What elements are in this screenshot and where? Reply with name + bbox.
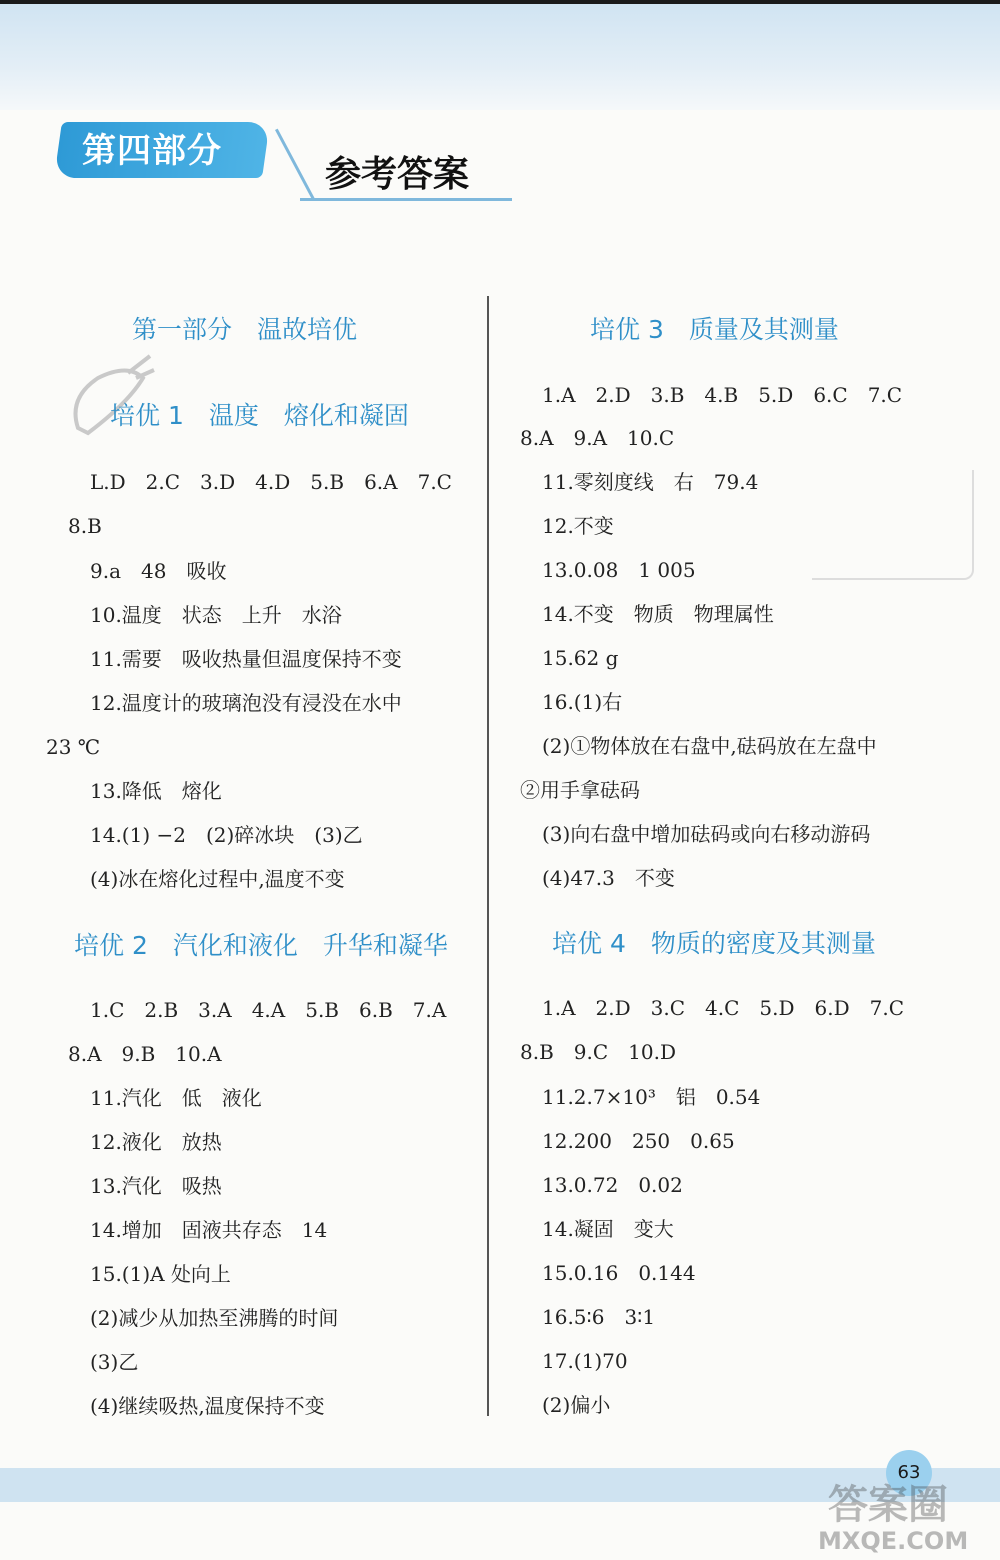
page-title: 参考答案 bbox=[325, 154, 470, 195]
answer-line: (4)冰在熔化过程中,温度不变 bbox=[90, 867, 345, 891]
answer-line: 13.降低 熔化 bbox=[90, 779, 222, 803]
answer-line: (3)向右盘中增加砝码或向右移动游码 bbox=[542, 822, 871, 846]
answer-line: 1.C 2.B 3.A 4.A 5.B 6.B 7.A bbox=[90, 998, 447, 1022]
answer-line: 15.0.16 0.144 bbox=[542, 1261, 696, 1285]
answer-line: 16.(1)右 bbox=[542, 690, 623, 714]
section-title: 培优 2 汽化和液化 升华和凝华 bbox=[74, 931, 448, 960]
title-underline bbox=[300, 198, 512, 201]
answer-line: 11.零刻度线 右 79.4 bbox=[542, 470, 759, 494]
watermark-url: MXQE.COM bbox=[818, 1527, 969, 1555]
answer-line: 12.液化 放热 bbox=[90, 1130, 222, 1154]
part-label: 第四部分 bbox=[82, 131, 222, 171]
answer-line: 12.不变 bbox=[542, 514, 614, 538]
answer-line: (2)偏小 bbox=[542, 1393, 611, 1417]
answer-line: 14.(1) −2 (2)碎冰块 (3)乙 bbox=[90, 823, 363, 847]
answer-line: (2)减少从加热至沸腾的时间 bbox=[90, 1306, 339, 1330]
answer-line: 8.B 9.C 10.D bbox=[520, 1040, 677, 1064]
answer-line: 8.A 9.B 10.A bbox=[68, 1042, 222, 1066]
watermark-logo: 答案圈 bbox=[828, 1482, 948, 1528]
page-number: 63 bbox=[886, 1450, 932, 1496]
column-divider bbox=[487, 296, 489, 1416]
answer-line: 8.A 9.A 10.C bbox=[520, 426, 675, 450]
answer-line: 13.0.08 1 005 bbox=[542, 558, 696, 582]
title-slash bbox=[275, 129, 315, 201]
answer-line: 8.B bbox=[68, 514, 102, 538]
answer-line: (3)乙 bbox=[90, 1350, 139, 1374]
section-title: 培优 1 温度 熔化和凝固 bbox=[110, 401, 409, 430]
answer-line: 15.(1)A 处向上 bbox=[90, 1262, 231, 1286]
header-band bbox=[0, 0, 1000, 110]
answer-line: 10.温度 状态 上升 水浴 bbox=[90, 603, 342, 627]
answer-line: 23 ℃ bbox=[46, 735, 101, 759]
answer-line: 16.5∶6 3∶1 bbox=[542, 1305, 656, 1329]
answer-line: 1.A 2.D 3.C 4.C 5.D 6.D 7.C bbox=[542, 996, 905, 1020]
answer-line: 15.62 g bbox=[542, 646, 619, 670]
section-title: 培优 3 质量及其测量 bbox=[590, 315, 839, 344]
answer-line: 12.200 250 0.65 bbox=[542, 1129, 735, 1153]
answer-line: 13.汽化 吸热 bbox=[90, 1174, 222, 1198]
section-title: 培优 4 物质的密度及其测量 bbox=[552, 929, 876, 958]
answer-line: (2)①物体放在右盘中,砝码放在左盘中 bbox=[542, 734, 877, 758]
answer-line: 17.(1)70 bbox=[542, 1349, 628, 1373]
answer-line: 11.需要 吸收热量但温度保持不变 bbox=[90, 647, 402, 671]
answer-line: (4)47.3 不变 bbox=[542, 866, 675, 890]
answer-line: 9.a 48 吸收 bbox=[90, 559, 227, 583]
answer-line: 14.凝固 变大 bbox=[542, 1217, 674, 1241]
top-border bbox=[0, 0, 1000, 4]
answer-line: ②用手拿砝码 bbox=[520, 778, 640, 802]
answer-line: 11.汽化 低 液化 bbox=[90, 1086, 262, 1110]
answer-line: 11.2.7×10³ 铝 0.54 bbox=[542, 1085, 761, 1109]
answer-line: 1.A 2.D 3.B 4.B 5.D 6.C 7.C bbox=[542, 383, 903, 407]
answer-line: L.D 2.C 3.D 4.D 5.B 6.A 7.C bbox=[90, 470, 452, 494]
answer-line: 13.0.72 0.02 bbox=[542, 1173, 683, 1197]
answer-line: 14.不变 物质 物理属性 bbox=[542, 602, 774, 626]
note-card bbox=[812, 470, 974, 580]
answer-line: 12.温度计的玻璃泡没有浸没在水中 bbox=[90, 691, 402, 715]
answer-line: (4)继续吸热,温度保持不变 bbox=[90, 1394, 325, 1418]
part-heading: 第一部分 温故培优 bbox=[132, 315, 358, 344]
answer-line: 14.增加 固液共存态 14 bbox=[90, 1218, 328, 1242]
